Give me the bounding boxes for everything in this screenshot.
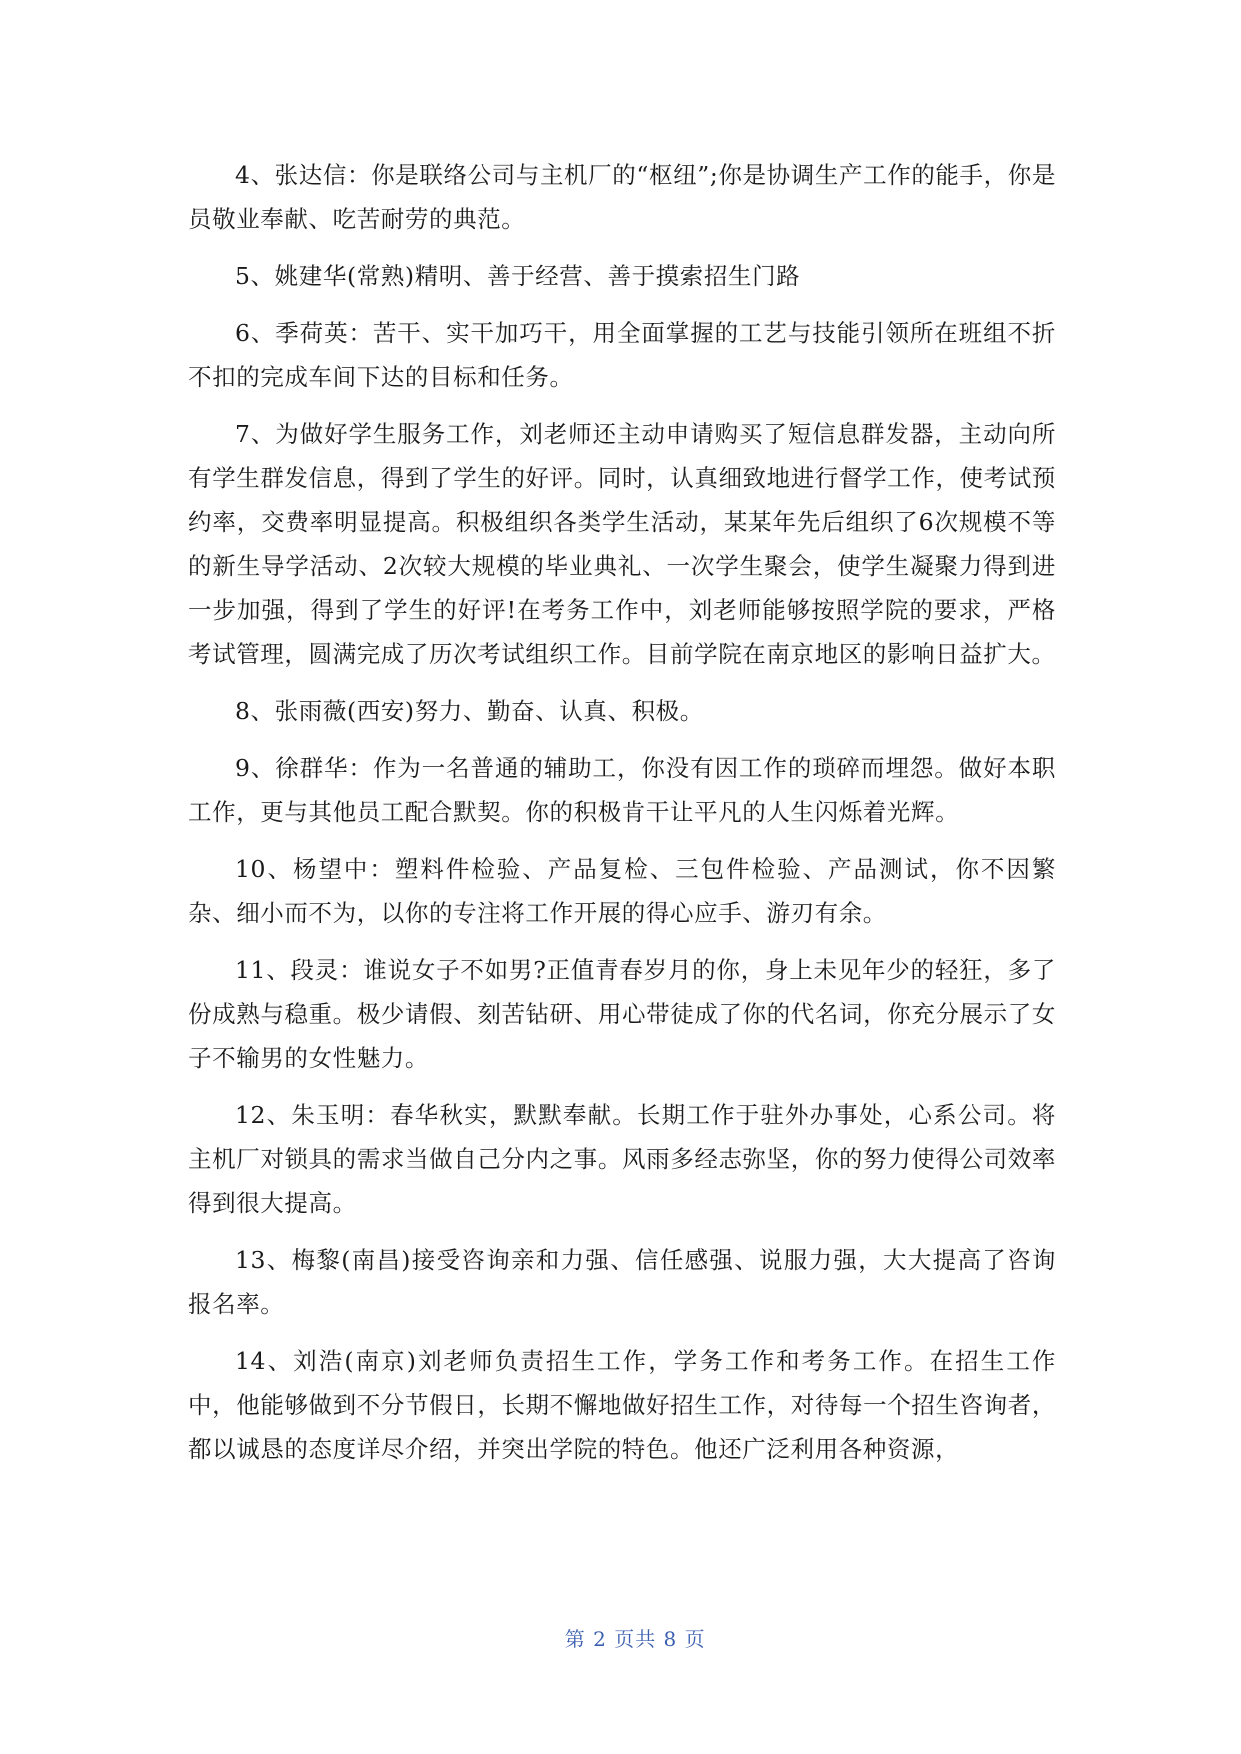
- paragraph-8: 8、张雨薇(西安)努力、勤奋、认真、积极。: [235, 697, 704, 725]
- paragraph-11: 11、段灵：谁说女子不如男?正值青春岁月的你，身上未见年少的轻狂，多了份成熟与稳重。极少请假、刻苦钻研、用心带徒成了你的代名词，你充分展示了女子不输男的女性魅力。: [188, 956, 1056, 1072]
- page-number-label: 第 2 页共 8 页: [564, 1627, 706, 1651]
- paragraph-12: 12、朱玉明：春华秋实，默默奉献。长期工作于驻外办事处，心系公司。将主机厂对锁具的需求当做自己分内之事。风雨多经志弥坚，你的努力使得公司效率得到很大提高。: [188, 1101, 1056, 1217]
- document-body: [188, 153, 1056, 1484]
- paragraph-5: 5、姚建华(常熟)精明、善于经营、善于摸索招生门路: [235, 262, 801, 290]
- paragraph-7: 7、为做好学生服务工作，刘老师还主动申请购买了短信息群发器，主动向所有学生群发信息，得到了学生的好评。同时，认真细致地进行督学工作，使考试预约率，交费率明显提高。积极组织各类学生活动，某某年先后组织了6次规模不等的新生导学活动、2次较大规模的毕业典礼、一次学生聚会，使学生凝聚力得到进一步加强，得到了学生的好评!在考务工作中，刘老师能够按照学院的要求，严格考试管理，圆满完成了历次考试组织工作。目前学院在南京地区的影响日益扩大。: [188, 420, 1056, 668]
- paragraph-9: 9、徐群华：作为一名普通的辅助工，你没有因工作的琐碎而埋怨。做好本职工作，更与其他员工配合默契。你的积极肯干让平凡的人生闪烁着光辉。: [188, 754, 1056, 826]
- page-footer: [0, 1599, 1241, 1676]
- paragraph-4: 4、张达信：你是联络公司与主机厂的“枢纽”;你是协调生产工作的能手，你是员敬业奉献、吃苦耐劳的典范。: [188, 161, 1056, 233]
- paragraph-13: 13、梅黎(南昌)接受咨询亲和力强、信任感强、说服力强，大大提高了咨询报名率。: [188, 1246, 1056, 1318]
- paragraph-14: 14、刘浩(南京)刘老师负责招生工作，学务工作和考务工作。在招生工作中，他能够做到不分节假日，长期不懈地做好招生工作，对待每一个招生咨询者，都以诚恳的态度详尽介绍，并突出学院的特色。他还广泛利用各种资源，: [188, 1347, 1056, 1463]
- paragraph-6: 6、季荷英：苦干、实干加巧干，用全面掌握的工艺与技能引领所在班组不折不扣的完成车间下达的目标和任务。: [188, 319, 1056, 391]
- paragraph-10: 10、杨望中：塑料件检验、产品复检、三包件检验、产品测试，你不因繁杂、细小而不为，以你的专注将工作开展的得心应手、游刃有余。: [188, 855, 1056, 927]
